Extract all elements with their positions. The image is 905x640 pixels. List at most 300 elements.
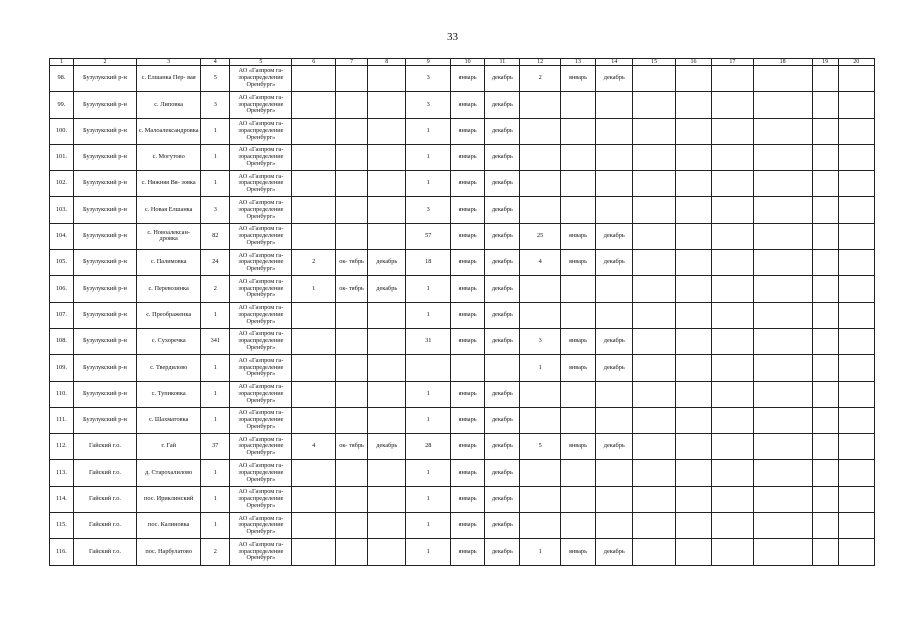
column-number-header: 15 — [633, 59, 675, 66]
col11-end-month-cell: декабрь — [485, 513, 520, 539]
col8-end-month-cell — [368, 223, 406, 249]
col14-end-month-cell: декабрь — [596, 223, 633, 249]
col12-count-cell — [520, 197, 560, 223]
table-row — [50, 434, 875, 460]
col6-count-cell — [292, 539, 336, 565]
col9-count-cell: 1 — [406, 118, 451, 144]
col7-start-month-cell — [336, 355, 368, 381]
col7-start-month-cell: ок- тябрь — [336, 276, 368, 302]
col20-empty-cell — [838, 223, 874, 249]
col10-start-month-cell: январь — [451, 434, 485, 460]
column-number-header: 10 — [451, 59, 485, 66]
col14-end-month-cell — [596, 460, 633, 486]
col19-empty-cell — [812, 513, 838, 539]
col20-empty-cell — [838, 407, 874, 433]
col9-count-cell: 28 — [406, 434, 451, 460]
table-row — [50, 66, 875, 92]
col15-empty-cell — [633, 486, 675, 512]
col20-empty-cell — [838, 118, 874, 144]
column-number-header: 18 — [753, 59, 812, 66]
col19-empty-cell — [812, 250, 838, 276]
table-row — [50, 144, 875, 170]
col7-start-month-cell — [336, 539, 368, 565]
col8-end-month-cell — [368, 355, 406, 381]
district-cell: Гайский г.о. — [73, 434, 136, 460]
row-number-cell: 109. — [50, 355, 74, 381]
col6-count-cell — [292, 355, 336, 381]
col18-empty-cell — [753, 302, 812, 328]
col17-empty-cell — [712, 118, 753, 144]
organization-cell: АО «Газпром га- зораспределение Оренбург» — [230, 276, 292, 302]
table-row — [50, 381, 875, 407]
col20-empty-cell — [838, 171, 874, 197]
col9-count-cell: 1 — [406, 513, 451, 539]
col18-empty-cell — [753, 355, 812, 381]
locality-cell: с. Тупиковка — [137, 381, 201, 407]
col14-end-month-cell — [596, 92, 633, 118]
column-number-header: 13 — [560, 59, 595, 66]
table-row — [50, 407, 875, 433]
col17-empty-cell — [712, 407, 753, 433]
col11-end-month-cell: декабрь — [485, 144, 520, 170]
col6-count-cell — [292, 460, 336, 486]
col19-empty-cell — [812, 328, 838, 354]
col18-empty-cell — [753, 197, 812, 223]
col13-start-month-cell — [560, 118, 595, 144]
col13-start-month-cell — [560, 276, 595, 302]
district-cell: Бузулукский р-н — [73, 328, 136, 354]
col20-empty-cell — [838, 328, 874, 354]
col8-end-month-cell — [368, 144, 406, 170]
col15-empty-cell — [633, 460, 675, 486]
row-number-cell: 111. — [50, 407, 74, 433]
col16-empty-cell — [675, 250, 711, 276]
col13-start-month-cell: январь — [560, 328, 595, 354]
locality-cell: д. Старохалилово — [137, 460, 201, 486]
col8-end-month-cell: декабрь — [368, 250, 406, 276]
district-cell: Бузулукский р-н — [73, 66, 136, 92]
col6-count-cell — [292, 92, 336, 118]
total-count-cell: 1 — [201, 302, 230, 328]
col20-empty-cell — [838, 92, 874, 118]
column-number-header: 1 — [50, 59, 74, 66]
col13-start-month-cell: январь — [560, 250, 595, 276]
col19-empty-cell — [812, 92, 838, 118]
locality-cell: с. Твердилово — [137, 355, 201, 381]
col6-count-cell — [292, 407, 336, 433]
locality-cell: с. Новая Елшанка — [137, 197, 201, 223]
col8-end-month-cell — [368, 513, 406, 539]
col15-empty-cell — [633, 92, 675, 118]
col15-empty-cell — [633, 434, 675, 460]
table-row — [50, 539, 875, 565]
col12-count-cell: 1 — [520, 355, 560, 381]
col8-end-month-cell — [368, 171, 406, 197]
col14-end-month-cell: декабрь — [596, 434, 633, 460]
col18-empty-cell — [753, 276, 812, 302]
col19-empty-cell — [812, 171, 838, 197]
col7-start-month-cell — [336, 171, 368, 197]
col16-empty-cell — [675, 171, 711, 197]
col12-count-cell — [520, 381, 560, 407]
column-number-header: 20 — [838, 59, 874, 66]
col11-end-month-cell: декабрь — [485, 250, 520, 276]
district-cell: Бузулукский р-н — [73, 355, 136, 381]
col13-start-month-cell: январь — [560, 539, 595, 565]
col6-count-cell — [292, 66, 336, 92]
col17-empty-cell — [712, 197, 753, 223]
organization-cell: АО «Газпром га- зораспределение Оренбург» — [230, 460, 292, 486]
total-count-cell: 1 — [201, 460, 230, 486]
col6-count-cell — [292, 171, 336, 197]
organization-cell: АО «Газпром га- зораспределение Оренбург» — [230, 92, 292, 118]
row-number-cell: 112. — [50, 434, 74, 460]
col14-end-month-cell — [596, 171, 633, 197]
col16-empty-cell — [675, 92, 711, 118]
col11-end-month-cell: декабрь — [485, 92, 520, 118]
col16-empty-cell — [675, 66, 711, 92]
col9-count-cell: 1 — [406, 171, 451, 197]
column-number-header: 5 — [230, 59, 292, 66]
col20-empty-cell — [838, 486, 874, 512]
col9-count-cell: 3 — [406, 66, 451, 92]
col18-empty-cell — [753, 144, 812, 170]
col16-empty-cell — [675, 197, 711, 223]
total-count-cell: 1 — [201, 355, 230, 381]
col18-empty-cell — [753, 486, 812, 512]
locality-cell: пос. Калиновка — [137, 513, 201, 539]
col7-start-month-cell — [336, 302, 368, 328]
row-number-cell: 105. — [50, 250, 74, 276]
total-count-cell: 341 — [201, 328, 230, 354]
district-cell: Бузулукский р-н — [73, 144, 136, 170]
column-number-header: 6 — [292, 59, 336, 66]
col7-start-month-cell: ок- тябрь — [336, 434, 368, 460]
locality-cell: с. Шахматовка — [137, 407, 201, 433]
col16-empty-cell — [675, 276, 711, 302]
col19-empty-cell — [812, 381, 838, 407]
page-number: 33 — [447, 31, 458, 43]
district-cell: Бузулукский р-н — [73, 302, 136, 328]
column-number-header: 3 — [137, 59, 201, 66]
col12-count-cell — [520, 171, 560, 197]
col15-empty-cell — [633, 144, 675, 170]
col16-empty-cell — [675, 513, 711, 539]
col10-start-month-cell: январь — [451, 539, 485, 565]
organization-cell: АО «Газпром га- зораспределение Оренбург» — [230, 144, 292, 170]
col6-count-cell — [292, 197, 336, 223]
col17-empty-cell — [712, 328, 753, 354]
col17-empty-cell — [712, 250, 753, 276]
col11-end-month-cell: декабрь — [485, 486, 520, 512]
col13-start-month-cell: январь — [560, 434, 595, 460]
col10-start-month-cell: январь — [451, 171, 485, 197]
col19-empty-cell — [812, 276, 838, 302]
col14-end-month-cell: декабрь — [596, 539, 633, 565]
col11-end-month-cell: декабрь — [485, 434, 520, 460]
col18-empty-cell — [753, 92, 812, 118]
col10-start-month-cell: январь — [451, 381, 485, 407]
row-number-cell: 114. — [50, 486, 74, 512]
table-row — [50, 302, 875, 328]
col14-end-month-cell — [596, 381, 633, 407]
col10-start-month-cell: январь — [451, 460, 485, 486]
col12-count-cell: 2 — [520, 66, 560, 92]
col12-count-cell: 4 — [520, 250, 560, 276]
col20-empty-cell — [838, 276, 874, 302]
col9-count-cell: 3 — [406, 197, 451, 223]
col17-empty-cell — [712, 355, 753, 381]
locality-cell: пос. Ириклинский — [137, 486, 201, 512]
col14-end-month-cell — [596, 302, 633, 328]
col18-empty-cell — [753, 223, 812, 249]
col17-empty-cell — [712, 381, 753, 407]
col18-empty-cell — [753, 118, 812, 144]
column-number-header: 16 — [675, 59, 711, 66]
col11-end-month-cell: декабрь — [485, 539, 520, 565]
district-cell: Бузулукский р-н — [73, 381, 136, 407]
col19-empty-cell — [812, 66, 838, 92]
col9-count-cell: 57 — [406, 223, 451, 249]
col15-empty-cell — [633, 407, 675, 433]
col15-empty-cell — [633, 539, 675, 565]
column-number-row — [50, 59, 875, 66]
col19-empty-cell — [812, 434, 838, 460]
total-count-cell: 3 — [201, 197, 230, 223]
col10-start-month-cell — [451, 355, 485, 381]
row-number-cell: 108. — [50, 328, 74, 354]
col11-end-month-cell: декабрь — [485, 171, 520, 197]
col17-empty-cell — [712, 434, 753, 460]
locality-cell: с. Липовка — [137, 92, 201, 118]
col10-start-month-cell: январь — [451, 66, 485, 92]
row-number-cell: 101. — [50, 144, 74, 170]
row-number-cell: 116. — [50, 539, 74, 565]
col16-empty-cell — [675, 328, 711, 354]
col15-empty-cell — [633, 197, 675, 223]
col7-start-month-cell — [336, 513, 368, 539]
total-count-cell: 5 — [201, 66, 230, 92]
organization-cell: АО «Газпром га- зораспределение Оренбург» — [230, 328, 292, 354]
col14-end-month-cell — [596, 144, 633, 170]
col19-empty-cell — [812, 355, 838, 381]
col12-count-cell — [520, 407, 560, 433]
col6-count-cell — [292, 381, 336, 407]
col6-count-cell: 1 — [292, 276, 336, 302]
col18-empty-cell — [753, 434, 812, 460]
col13-start-month-cell — [560, 197, 595, 223]
col11-end-month-cell: декабрь — [485, 381, 520, 407]
col9-count-cell: 31 — [406, 328, 451, 354]
col8-end-month-cell: декабрь — [368, 276, 406, 302]
district-cell: Бузулукский р-н — [73, 250, 136, 276]
col15-empty-cell — [633, 118, 675, 144]
col8-end-month-cell — [368, 539, 406, 565]
locality-cell: с. Палимовка — [137, 250, 201, 276]
col14-end-month-cell — [596, 513, 633, 539]
total-count-cell: 2 — [201, 539, 230, 565]
col7-start-month-cell — [336, 407, 368, 433]
locality-cell: с. Новоалексан- дровка — [137, 223, 201, 249]
col11-end-month-cell: декабрь — [485, 223, 520, 249]
col8-end-month-cell — [368, 302, 406, 328]
organization-cell: АО «Газпром га- зораспределение Оренбург» — [230, 118, 292, 144]
col8-end-month-cell — [368, 381, 406, 407]
col12-count-cell — [520, 92, 560, 118]
organization-cell: АО «Газпром га- зораспределение Оренбург» — [230, 223, 292, 249]
col8-end-month-cell — [368, 486, 406, 512]
col14-end-month-cell: декабрь — [596, 355, 633, 381]
district-cell: Бузулукский р-н — [73, 92, 136, 118]
organization-cell: АО «Газпром га- зораспределение Оренбург» — [230, 302, 292, 328]
col16-empty-cell — [675, 539, 711, 565]
col12-count-cell — [520, 144, 560, 170]
col14-end-month-cell — [596, 486, 633, 512]
col19-empty-cell — [812, 460, 838, 486]
col19-empty-cell — [812, 302, 838, 328]
col13-start-month-cell — [560, 92, 595, 118]
col10-start-month-cell: январь — [451, 407, 485, 433]
locality-cell: с. Сухоречка — [137, 328, 201, 354]
col19-empty-cell — [812, 197, 838, 223]
col17-empty-cell — [712, 171, 753, 197]
row-number-cell: 106. — [50, 276, 74, 302]
col7-start-month-cell — [336, 460, 368, 486]
col17-empty-cell — [712, 276, 753, 302]
col9-count-cell: 1 — [406, 407, 451, 433]
col9-count-cell: 1 — [406, 539, 451, 565]
row-number-cell: 98. — [50, 66, 74, 92]
col16-empty-cell — [675, 144, 711, 170]
col13-start-month-cell — [560, 171, 595, 197]
row-number-cell: 102. — [50, 171, 74, 197]
col9-count-cell: 1 — [406, 460, 451, 486]
col19-empty-cell — [812, 539, 838, 565]
district-cell: Гайский г.о. — [73, 539, 136, 565]
table-row — [50, 118, 875, 144]
col8-end-month-cell — [368, 92, 406, 118]
col20-empty-cell — [838, 434, 874, 460]
col13-start-month-cell — [560, 302, 595, 328]
col7-start-month-cell — [336, 223, 368, 249]
organization-cell: АО «Газпром га- зораспределение Оренбург» — [230, 355, 292, 381]
col8-end-month-cell — [368, 118, 406, 144]
column-number-header: 19 — [812, 59, 838, 66]
column-number-header: 11 — [485, 59, 520, 66]
col12-count-cell — [520, 276, 560, 302]
total-count-cell: 1 — [201, 144, 230, 170]
col11-end-month-cell — [485, 355, 520, 381]
district-cell: Гайский г.о. — [73, 513, 136, 539]
col9-count-cell: 18 — [406, 250, 451, 276]
schedule-table — [49, 58, 875, 566]
col20-empty-cell — [838, 250, 874, 276]
col9-count-cell: 1 — [406, 144, 451, 170]
col11-end-month-cell: декабрь — [485, 118, 520, 144]
col8-end-month-cell — [368, 197, 406, 223]
district-cell: Бузулукский р-н — [73, 197, 136, 223]
col17-empty-cell — [712, 223, 753, 249]
organization-cell: АО «Газпром га- зораспределение Оренбург» — [230, 513, 292, 539]
locality-cell: с. Нижняя Вя- зовка — [137, 171, 201, 197]
col7-start-month-cell — [336, 486, 368, 512]
col9-count-cell — [406, 355, 451, 381]
col6-count-cell — [292, 223, 336, 249]
total-count-cell: 37 — [201, 434, 230, 460]
col13-start-month-cell — [560, 407, 595, 433]
col10-start-month-cell: январь — [451, 276, 485, 302]
col9-count-cell: 1 — [406, 381, 451, 407]
col6-count-cell: 4 — [292, 434, 336, 460]
total-count-cell: 1 — [201, 407, 230, 433]
col10-start-month-cell: январь — [451, 118, 485, 144]
col16-empty-cell — [675, 460, 711, 486]
col10-start-month-cell: январь — [451, 328, 485, 354]
col9-count-cell: 1 — [406, 302, 451, 328]
col16-empty-cell — [675, 355, 711, 381]
col9-count-cell: 1 — [406, 276, 451, 302]
col8-end-month-cell: декабрь — [368, 434, 406, 460]
col7-start-month-cell — [336, 381, 368, 407]
col20-empty-cell — [838, 197, 874, 223]
col7-start-month-cell — [336, 118, 368, 144]
col9-count-cell: 1 — [406, 486, 451, 512]
col18-empty-cell — [753, 171, 812, 197]
row-number-cell: 103. — [50, 197, 74, 223]
col13-start-month-cell — [560, 460, 595, 486]
col6-count-cell — [292, 144, 336, 170]
col8-end-month-cell — [368, 328, 406, 354]
total-count-cell: 1 — [201, 118, 230, 144]
col13-start-month-cell: январь — [560, 223, 595, 249]
col15-empty-cell — [633, 355, 675, 381]
col10-start-month-cell: январь — [451, 144, 485, 170]
col6-count-cell — [292, 118, 336, 144]
organization-cell: АО «Газпром га- зораспределение Оренбург» — [230, 434, 292, 460]
col17-empty-cell — [712, 486, 753, 512]
col11-end-month-cell: декабрь — [485, 197, 520, 223]
col15-empty-cell — [633, 171, 675, 197]
col12-count-cell — [520, 486, 560, 512]
table-row — [50, 486, 875, 512]
organization-cell: АО «Газпром га- зораспределение Оренбург» — [230, 381, 292, 407]
col12-count-cell — [520, 460, 560, 486]
col8-end-month-cell — [368, 66, 406, 92]
row-number-cell: 113. — [50, 460, 74, 486]
table-row — [50, 276, 875, 302]
col6-count-cell — [292, 486, 336, 512]
col12-count-cell — [520, 513, 560, 539]
total-count-cell: 82 — [201, 223, 230, 249]
row-number-cell: 99. — [50, 92, 74, 118]
column-number-header: 12 — [520, 59, 560, 66]
column-number-header: 14 — [596, 59, 633, 66]
col20-empty-cell — [838, 539, 874, 565]
table-row — [50, 92, 875, 118]
total-count-cell: 1 — [201, 486, 230, 512]
col18-empty-cell — [753, 539, 812, 565]
locality-cell: с. Могутово — [137, 144, 201, 170]
col12-count-cell: 5 — [520, 434, 560, 460]
district-cell: Гайский г.о. — [73, 460, 136, 486]
total-count-cell: 24 — [201, 250, 230, 276]
col10-start-month-cell: январь — [451, 250, 485, 276]
row-number-cell: 107. — [50, 302, 74, 328]
col15-empty-cell — [633, 250, 675, 276]
organization-cell: АО «Газпром га- зораспределение Оренбург» — [230, 486, 292, 512]
col19-empty-cell — [812, 144, 838, 170]
col7-start-month-cell — [336, 144, 368, 170]
